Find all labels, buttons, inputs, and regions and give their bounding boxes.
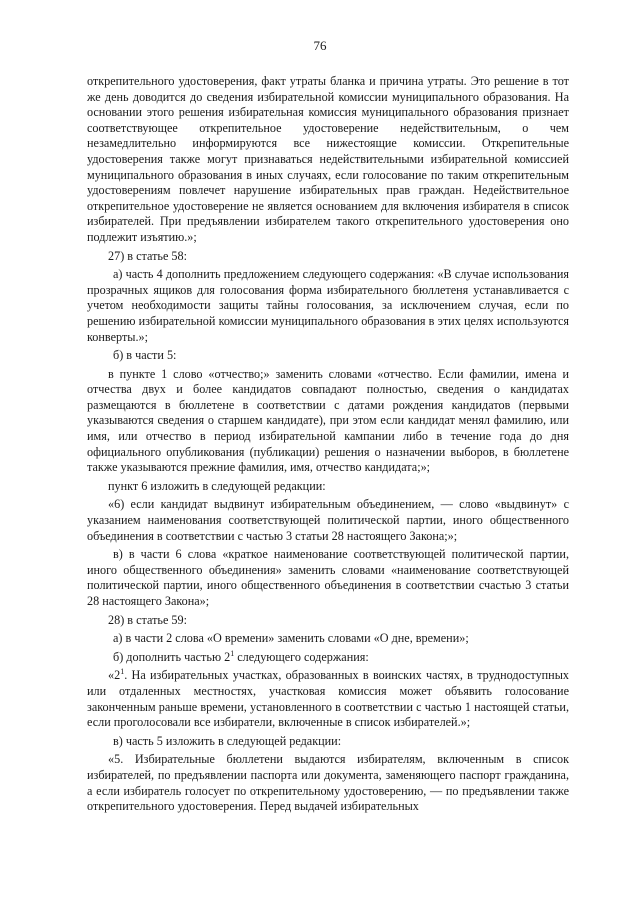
paragraph: 28) в статье 59:	[108, 612, 187, 627]
paragraph: б) в части 5:	[113, 348, 177, 363]
paragraph: «6) если кандидат выдвинут избирательным объединением, — слово «выдвинут» с указанием наименования соответствующей политической партии, иного общественного объединения в соответствии с частью 3 статьи 28 настоящего Закона;»;	[87, 497, 569, 543]
paragraph: открепительного удостоверения, факт утраты бланка и причина утраты. Это решение в тот же день доводится до сведения избирательной комиссии муниципального образования. На основании этого решения избирательная комиссия муниципального образования признает соответствующее открепительное удостоверение недействительным, о чем незамедлительно информируются все нижестоящие комиссии. Открепительные удостоверения также могут признаваться недействительными избирательной комиссией муниципального образования в иных случаях, если голосование по таким открепительным удостоверениям повлечет нарушение избирательных прав граждан. Недействительное открепительное удостоверение не является основанием для включения избирателя в список избирателей. При предъявлении избирателем такого открепительного удостоверения оно подлежит изъятию.»;	[87, 74, 569, 244]
paragraph: в пункте 1 слово «отчество;» заменить словами «отчество. Если фамилии, имена и отчества двух и более кандидатов совпадают полностью, сведения о кандидатах размещаются в бюллетене в соответствии с датами рождения кандидатов (первыми указываются сведения о старшем кандидате), при этом если кандидат менял фамилию, или имя, или отчество в период избирательной кампании либо в течение года до дня официального опубликования (публикации) решения о назначении выборов, в бюллетене также указываются прежние фамилия, имя, отчество кандидата;»;	[87, 366, 569, 475]
paragraph: 27) в статье 58:	[108, 248, 187, 263]
superscript-one: 1	[230, 648, 235, 658]
paragraph: а) в части 2 слова «О времени» заменить словами «О дне, времени»;	[113, 631, 469, 646]
paragraph: «$2^1$. На избирательных участках, образованных в воинских частях, в труднодоступных или отдаленных местностях, участковая комиссия может объявить голосование законченным раньше времени, установленного в соответствии с частью 1 настоящей статьи, если проголосовали все избиратели, включенные в список избирателей.»;	[87, 667, 569, 730]
superscript-one: 1	[120, 667, 125, 677]
document-body	[87, 74, 569, 818]
paragraph: а) часть 4 дополнить предложением следующего содержания: «В случае использования прозрачных ящиков для голосования форма избирательного бюллетеня устанавливается с учетом необходимости защиты тайны голосования, за исключением случая, если по решению избирательной комиссии муниципального образования в этих целях используются конверты.»;	[87, 267, 569, 344]
paragraph: пункт 6 изложить в следующей редакции:	[108, 478, 326, 493]
paragraph: б) дополнить частью $2^1$ следующего содержания:	[113, 648, 369, 664]
paragraph: «5. Избирательные бюллетени выдаются избирателям, включенным в список избирателей, по предъявлении паспорта или документа, заменяющего паспорт гражданина, а если избиратель голосует по открепительному удостоверению, — по предъявлении также открепительного удостоверения. Перед выдачей избирательных	[87, 752, 569, 814]
page-number: 76	[313, 38, 327, 53]
paragraph: в) в части 6 слова «краткое наименование соответствующей политической партии, иного общественного объединения» заменить словами «наименование соответствующей политической партии, иного общественного объединения в соответствии счастью 3 статьи 28 настоящего Закона»;	[87, 547, 569, 608]
paragraph: в) часть 5 изложить в следующей редакции:	[113, 733, 342, 748]
